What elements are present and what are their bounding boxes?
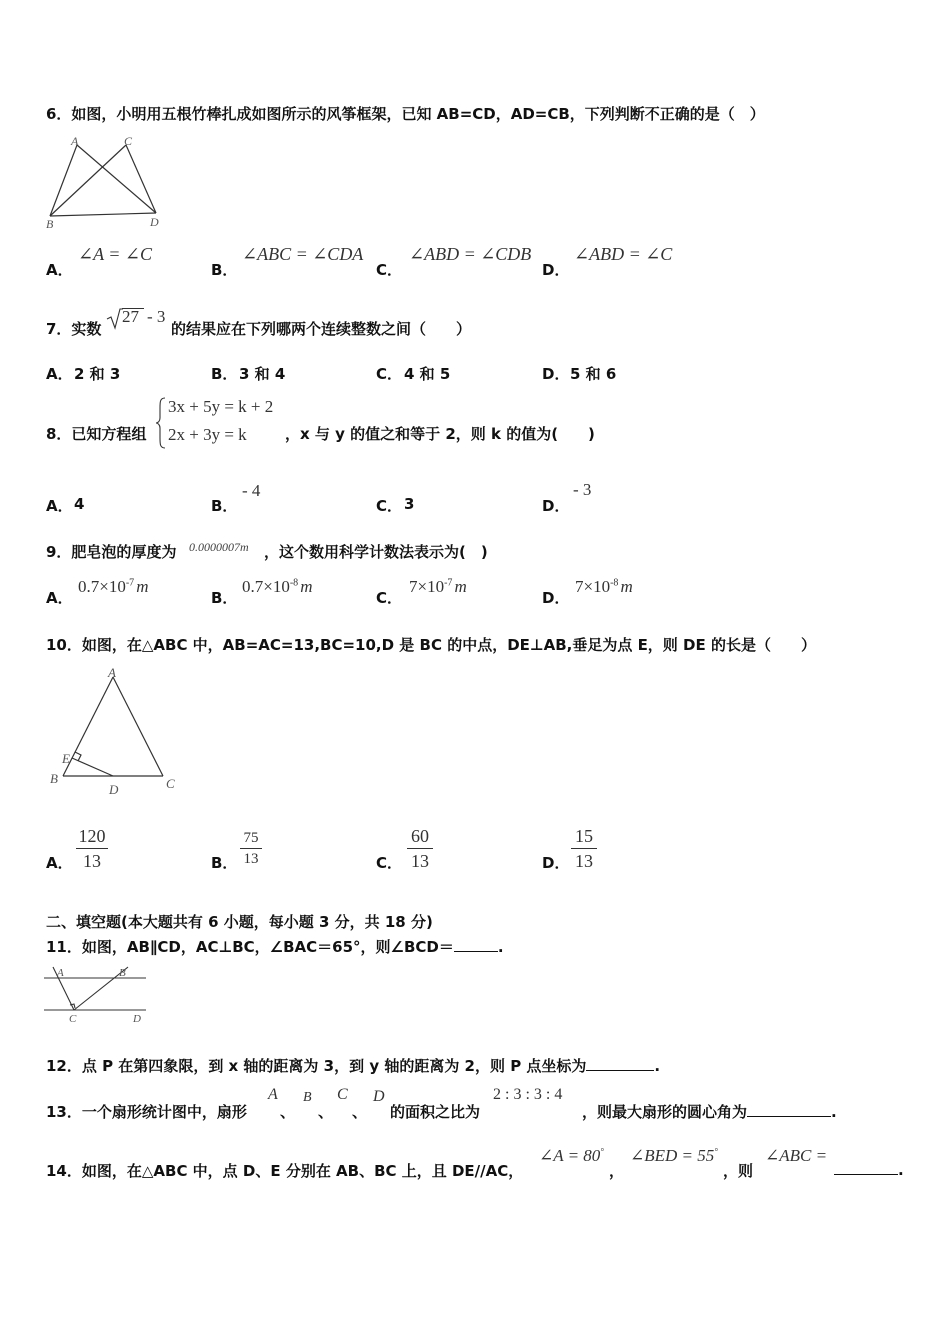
q7-option-a: A． bbox=[46, 365, 73, 383]
q13-sep-2: 、 bbox=[318, 1103, 334, 1121]
q8-brace bbox=[155, 396, 167, 450]
q11-label-c: C bbox=[69, 1013, 77, 1024]
q6-option-c-letter: C． bbox=[376, 261, 403, 279]
q6-option-b-letter: B． bbox=[211, 261, 238, 279]
q10-option-a: A． bbox=[46, 854, 73, 872]
q11-label-d: D bbox=[133, 1013, 141, 1024]
q11-label-a: A bbox=[57, 967, 64, 979]
q9-option-b-math: $0.7\times 10^{-8}$ m bbox=[242, 577, 313, 596]
q13-sep-1: 、 bbox=[280, 1103, 296, 1121]
q10-label-c: C bbox=[166, 776, 175, 791]
q7-minus-three: - 3 bbox=[147, 307, 166, 326]
q6-option-a-math: ∠A = ∠C bbox=[78, 244, 152, 264]
q10-label-e: E bbox=[62, 751, 70, 766]
q10-option-b: B． bbox=[211, 854, 238, 872]
q7-radicand: 27 bbox=[122, 307, 139, 326]
q9-value: 0.0000007m bbox=[189, 540, 249, 554]
q14-angle-bed: ∠BED = 55° bbox=[630, 1146, 718, 1165]
q13-stem-start: 13．一个扇形统计图中，扇形 bbox=[46, 1103, 247, 1121]
q11-answer-blank bbox=[454, 937, 498, 952]
q6-label-c: C bbox=[124, 134, 133, 148]
q13-stem-mid: 的面积之比为 bbox=[390, 1103, 481, 1121]
q7-option-c-text: 4 和 5 bbox=[404, 365, 451, 383]
q8-stem-start: 8．已知方程组 bbox=[46, 425, 147, 443]
q8-option-b: B． bbox=[211, 497, 238, 515]
q7-option-b: B． bbox=[211, 365, 238, 383]
q14-angle-a: ∠A = 80° bbox=[539, 1146, 604, 1165]
q10-option-a-fraction: $\frac{120}{13}$ bbox=[76, 826, 108, 872]
q9-option-b: B． bbox=[211, 589, 238, 607]
q13-stem-end: ，则最大扇形的圆心角为 . bbox=[582, 1103, 837, 1121]
q6-label-b: B bbox=[46, 217, 54, 231]
q7-option-a-text: 2 和 3 bbox=[74, 365, 121, 383]
q13-label-c: C bbox=[337, 1086, 348, 1103]
q8-option-b-text: - 4 bbox=[242, 481, 261, 500]
q10-option-d: D． bbox=[542, 854, 570, 872]
q10-triangle-figure bbox=[44, 662, 184, 798]
q6-option-d-letter: D． bbox=[542, 261, 570, 279]
q8-option-c-text: 3 bbox=[404, 495, 415, 513]
q8-option-c: C． bbox=[376, 497, 403, 515]
q8-option-d: D． bbox=[542, 497, 570, 515]
q7-radical-sign bbox=[105, 307, 123, 331]
q9-option-d: D． bbox=[542, 589, 570, 607]
q8-option-a: A． bbox=[46, 497, 73, 515]
q13-answer-blank bbox=[747, 1102, 831, 1117]
q14-comma: ， bbox=[609, 1162, 625, 1180]
q7-stem-start: 7．实数 bbox=[46, 320, 102, 338]
q13-ratio: 2 : 3 : 3 : 4 bbox=[493, 1086, 563, 1103]
q12-answer-blank bbox=[586, 1056, 654, 1071]
q9-option-a: A． bbox=[46, 589, 73, 607]
q8-equation-1: 3x + 5y = k + 2 bbox=[168, 397, 274, 416]
q10-stem: 10．如图，在△ABC 中，AB=AC=13,BC=10,D 是 BC 的中点，DE⊥AB,垂足为点 E，则 DE 的长是（ ） bbox=[46, 636, 816, 654]
q9-option-a-math: $0.7\times 10^{-7}$ m bbox=[78, 577, 149, 596]
q8-option-d-text: - 3 bbox=[573, 480, 592, 499]
q6-kite-figure bbox=[44, 134, 164, 232]
q9-stem-end: ，这个数用科学计数法表示为( ) bbox=[264, 543, 488, 561]
q13-sep-3: 、 bbox=[352, 1103, 368, 1121]
q6-label-d: D bbox=[150, 215, 159, 229]
q13-label-a: A bbox=[268, 1086, 278, 1103]
q6-stem: 6．如图，小明用五根竹棒扎成如图所示的风筝框架，已知 AB=CD，AD=CB，下列判断不正确的是（ ） bbox=[46, 105, 765, 123]
q13-label-d: D bbox=[373, 1088, 385, 1105]
q6-option-c-math: ∠ABD = ∠CDB bbox=[409, 244, 532, 264]
q13-label-b: B bbox=[303, 1090, 312, 1105]
q10-option-b-fraction: $\frac{75}{13}$ bbox=[240, 830, 262, 868]
q6-option-b-math: ∠ABC = ∠CDA bbox=[242, 244, 364, 264]
q7-stem-end: 的结果应在下列哪两个连续整数之间（ ） bbox=[171, 320, 472, 338]
q7-option-d-text: 5 和 6 bbox=[570, 365, 617, 383]
q9-option-c: C． bbox=[376, 589, 403, 607]
q6-label-a: A bbox=[71, 134, 79, 148]
q9-stem-start: 9．肥皂泡的厚度为 bbox=[46, 543, 177, 561]
q9-option-d-math: $7\times 10^{-8}$ m bbox=[575, 577, 633, 596]
q14-angle-abc: ∠ABC = bbox=[765, 1146, 828, 1165]
q14-stem-start: 14．如图，在△ABC 中，点 D、E 分别在 AB、BC 上，且 DE//AC， bbox=[46, 1162, 524, 1180]
section-heading: 二、填空题(本大题共有 6 小题，每小题 3 分，共 18 分) bbox=[46, 913, 433, 931]
q10-option-d-fraction: $\frac{15}{13}$ bbox=[571, 826, 597, 872]
q9-option-c-math: $7\times 10^{-7}$ m bbox=[409, 577, 467, 596]
q11-stem: 11．如图，AB∥CD，AC⊥BC，∠BAC＝65°，则∠BCD＝ . bbox=[46, 938, 504, 956]
q7-option-c: C． bbox=[376, 365, 403, 383]
q6-option-d-math: ∠ABD = ∠C bbox=[574, 244, 673, 264]
q7-option-b-text: 3 和 4 bbox=[239, 365, 286, 383]
q10-label-d: D bbox=[109, 782, 119, 797]
q10-label-b: B bbox=[50, 771, 58, 786]
q14-then: ，则 bbox=[723, 1162, 754, 1180]
q14-answer: . bbox=[834, 1160, 904, 1179]
q8-equation-2: 2x + 3y = k bbox=[168, 425, 247, 444]
q10-option-c-fraction: $\frac{60}{13}$ bbox=[407, 826, 433, 872]
q7-option-d: D． bbox=[542, 365, 570, 383]
q8-stem-end: ，x 与 y 的值之和等于 2，则 k 的值为( ) bbox=[285, 425, 595, 443]
q8-option-a-text: 4 bbox=[74, 495, 85, 513]
q6-option-a-letter: A． bbox=[46, 261, 73, 279]
q10-label-a: A bbox=[108, 665, 116, 680]
q12-stem: 12．点 P 在第四象限，到 x 轴的距离为 3，到 y 轴的距离为 2，则 P 点坐标为 . bbox=[46, 1057, 661, 1075]
q11-label-b: B bbox=[119, 967, 126, 979]
q11-parallel-figure bbox=[44, 962, 156, 1024]
q10-option-c: C． bbox=[376, 854, 403, 872]
q14-answer-blank bbox=[834, 1160, 898, 1175]
